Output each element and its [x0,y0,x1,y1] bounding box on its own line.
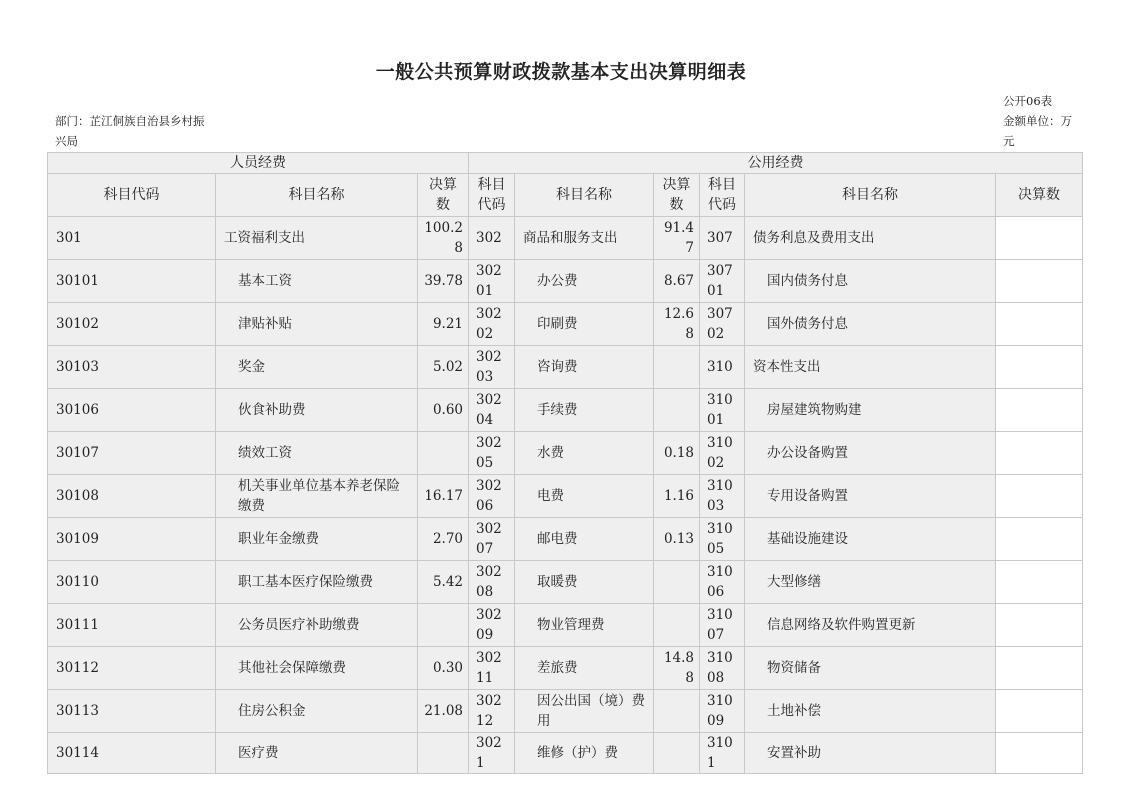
name-cell: 办公设备购置 [745,432,996,475]
amount-cell [996,346,1083,389]
name-cell: 机关事业单位基本养老保险缴费 [216,475,418,518]
code-cell: 30209 [469,604,515,647]
amount-cell: 2.70 [418,518,469,561]
name-cell: 住房公积金 [216,690,418,733]
code-cell: 30102 [48,303,216,346]
expenditure-table [47,152,1083,774]
header-code-3 [700,174,745,217]
amount-cell: 0.13 [654,518,700,561]
table-row [48,518,1083,561]
amount-cell: 16.17 [418,475,469,518]
table-row [48,432,1083,475]
code-cell: 31007 [700,604,745,647]
amount-cell [654,346,700,389]
page-title: 一般公共预算财政拨款基本支出决算明细表 [375,61,747,83]
code-cell: 30109 [48,518,216,561]
section-personnel: 人员经费 [48,153,469,174]
amount-cell [996,733,1083,774]
code-cell: 30701 [700,260,745,303]
name-cell: 物业管理费 [515,604,654,647]
name-cell: 维修（护）费 [515,733,654,774]
name-cell: 绩效工资 [216,432,418,475]
code-cell: 30113 [48,690,216,733]
name-cell: 医疗费 [216,733,418,774]
code-cell: 30106 [48,389,216,432]
code-cell: 31009 [700,690,745,733]
amount-cell: 0.18 [654,432,700,475]
amount-cell: 39.78 [418,260,469,303]
header-name-3: 科目名称 [745,174,996,217]
code-cell: 30211 [469,647,515,690]
code-cell: 31006 [700,561,745,604]
amount-cell [996,647,1083,690]
code-cell: 30201 [469,260,515,303]
code-cell: 30114 [48,733,216,774]
amount-cell [654,389,700,432]
code-cell: 30108 [48,475,216,518]
code-cell: 30206 [469,475,515,518]
code-cell: 31005 [700,518,745,561]
amount-cell [996,432,1083,475]
table-row [48,260,1083,303]
name-cell: 专用设备购置 [745,475,996,518]
name-cell: 土地补偿 [745,690,996,733]
table-body [48,217,1083,774]
code-cell: 31003 [700,475,745,518]
amount-cell: 8.67 [654,260,700,303]
name-cell: 资本性支出 [745,346,996,389]
code-cell: 30212 [469,690,515,733]
header-code-2-text: 科目代码 [477,177,506,213]
name-cell: 债务利息及费用支出 [745,217,996,260]
header-amount-3: 决算数 [996,174,1083,217]
name-cell: 房屋建筑物购建 [745,389,996,432]
amount-cell [654,604,700,647]
name-cell: 电费 [515,475,654,518]
amount-cell: 5.02 [418,346,469,389]
name-cell: 办公费 [515,260,654,303]
code-cell: 3101 [700,733,745,774]
name-cell: 咨询费 [515,346,654,389]
header-amount [418,174,469,217]
amount-cell [654,690,700,733]
section-public: 公用经费 [469,153,1083,174]
amount-cell [996,260,1083,303]
amount-cell: 14.88 [654,647,700,690]
amount-cell [996,303,1083,346]
header-name-2: 科目名称 [515,174,654,217]
name-cell: 职工基本医疗保险缴费 [216,561,418,604]
header-code-2 [469,174,515,217]
amount-cell [996,475,1083,518]
name-cell: 大型修缮 [745,561,996,604]
table-row [48,561,1083,604]
name-cell: 物资储备 [745,647,996,690]
name-cell: 津贴补贴 [216,303,418,346]
code-cell: 30101 [48,260,216,303]
code-cell: 30111 [48,604,216,647]
code-cell: 30204 [469,389,515,432]
code-cell: 30110 [48,561,216,604]
name-cell: 印刷费 [515,303,654,346]
amount-cell [996,389,1083,432]
code-cell: 30208 [469,561,515,604]
amount-cell: 5.42 [418,561,469,604]
amount-cell: 9.21 [418,303,469,346]
amount-cell [418,604,469,647]
amount-cell: 91.47 [654,217,700,260]
amount-cell: 1.16 [654,475,700,518]
amount-cell [996,518,1083,561]
table-row [48,346,1083,389]
code-cell: 30112 [48,647,216,690]
name-cell: 商品和服务支出 [515,217,654,260]
unit-label: 金额单位：万元 [1003,114,1072,148]
amount-cell: 0.60 [418,389,469,432]
amount-cell: 12.68 [654,303,700,346]
code-cell: 301 [48,217,216,260]
name-cell: 公务员医疗补助缴费 [216,604,418,647]
name-cell: 安置补助 [745,733,996,774]
name-cell: 职业年金缴费 [216,518,418,561]
name-cell: 邮电费 [515,518,654,561]
name-cell: 信息网络及软件购置更新 [745,604,996,647]
table-row [48,389,1083,432]
amount-cell: 0.30 [418,647,469,690]
department-label: 部门：芷江侗族自治县乡村振兴局 [55,114,205,148]
name-cell: 手续费 [515,389,654,432]
code-cell: 310 [700,346,745,389]
amount-cell [418,733,469,774]
name-cell: 基本工资 [216,260,418,303]
code-cell: 31002 [700,432,745,475]
table-row [48,604,1083,647]
name-cell: 工资福利支出 [216,217,418,260]
code-cell: 30207 [469,518,515,561]
code-cell: 30205 [469,432,515,475]
amount-cell [418,432,469,475]
amount-cell [996,217,1083,260]
column-header-row [48,174,1083,217]
header-code-3-text: 科目代码 [708,177,736,213]
table-row [48,690,1083,733]
code-cell: 30702 [700,303,745,346]
code-cell: 30203 [469,346,515,389]
name-cell: 伙食补助费 [216,389,418,432]
name-cell: 水费 [515,432,654,475]
name-cell: 基础设施建设 [745,518,996,561]
amount-cell [996,604,1083,647]
name-cell: 其他社会保障缴费 [216,647,418,690]
code-cell: 30107 [48,432,216,475]
name-cell: 国内债务付息 [745,260,996,303]
section-header-row [48,153,1083,174]
table-row [48,217,1083,260]
amount-cell [996,690,1083,733]
name-cell: 因公出国（境）费用 [515,690,654,733]
name-cell: 差旅费 [515,647,654,690]
code-cell: 3021 [469,733,515,774]
name-cell: 奖金 [216,346,418,389]
code-cell: 31001 [700,389,745,432]
header-amount-text: 决算数 [429,177,457,213]
amount-cell [654,561,700,604]
code-cell: 30202 [469,303,515,346]
table-row [48,475,1083,518]
name-cell: 国外债务付息 [745,303,996,346]
code-cell: 302 [469,217,515,260]
header-amount-2-text: 决算数 [662,177,691,213]
form-meta [1003,91,1078,151]
code-cell: 307 [700,217,745,260]
header-amount-2 [654,174,700,217]
table-row [48,303,1083,346]
amount-cell [654,733,700,774]
amount-cell: 21.08 [418,690,469,733]
name-cell: 取暖费 [515,561,654,604]
table-row [48,733,1083,774]
amount-cell: 100.28 [418,217,469,260]
header-name: 科目名称 [216,174,418,217]
header-code: 科目代码 [48,174,216,217]
code-cell: 31008 [700,647,745,690]
code-cell: 30103 [48,346,216,389]
table-row [48,647,1083,690]
amount-cell [996,561,1083,604]
form-number: 公开06表 [1003,94,1053,108]
